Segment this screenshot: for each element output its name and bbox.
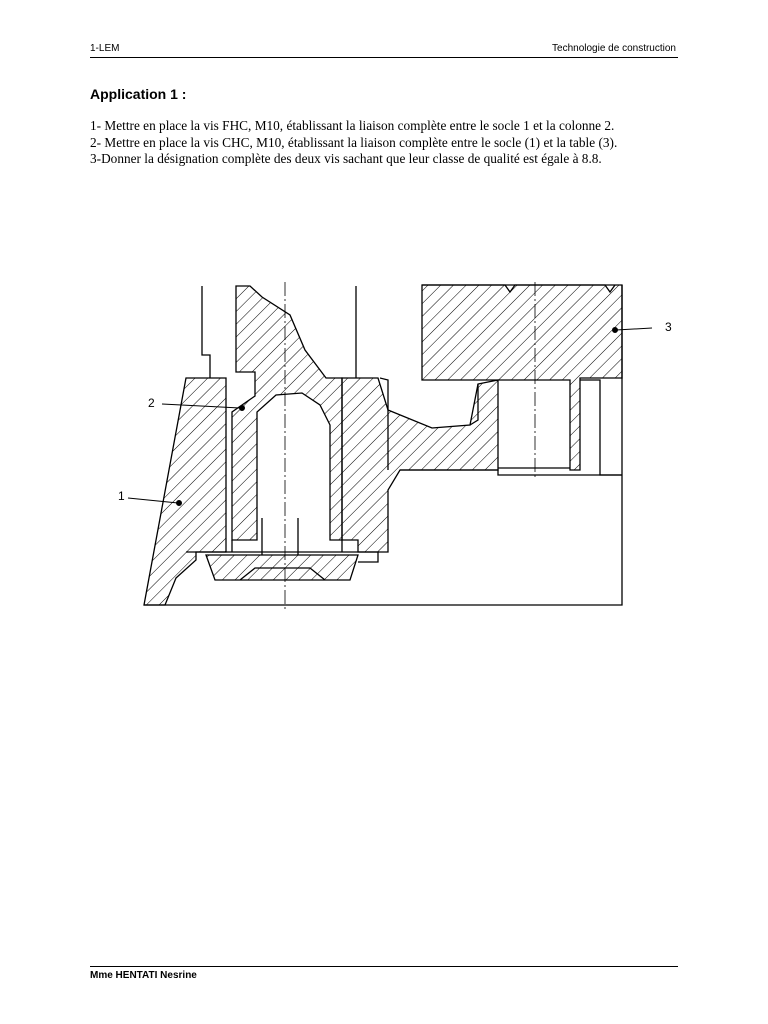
footer-rule [90,966,678,967]
colonne-body [232,286,342,540]
technical-drawing [100,270,670,615]
label-3: 3 [665,320,672,334]
instructions [90,118,678,168]
instruction-2: 2- Mettre en place la vis CHC, M10, établissant la liaison complète entre le socle (1) et la table (3). [90,134,618,150]
header-rule [90,57,678,58]
label-1: 1 [118,489,125,503]
socle-right-body [342,378,498,552]
instruction-1: 1- Mettre en place la vis FHC, M10, établissant la liaison complète entre le socle 1 et la colonne 2. [90,118,615,133]
label-2: 2 [148,396,155,410]
assembly-drawing [100,270,670,615]
exercise-title: Application 1 : [90,86,187,102]
instruction-3: 3-Donner la désignation complète des deux vis sachant que leur classe de qualité est égale à 8.8. [90,151,602,167]
header-subject: Technologie de construction [552,43,676,54]
header-course: 1-LEM [90,43,120,54]
footer-author: Mme HENTATI Nesrine [90,970,197,981]
